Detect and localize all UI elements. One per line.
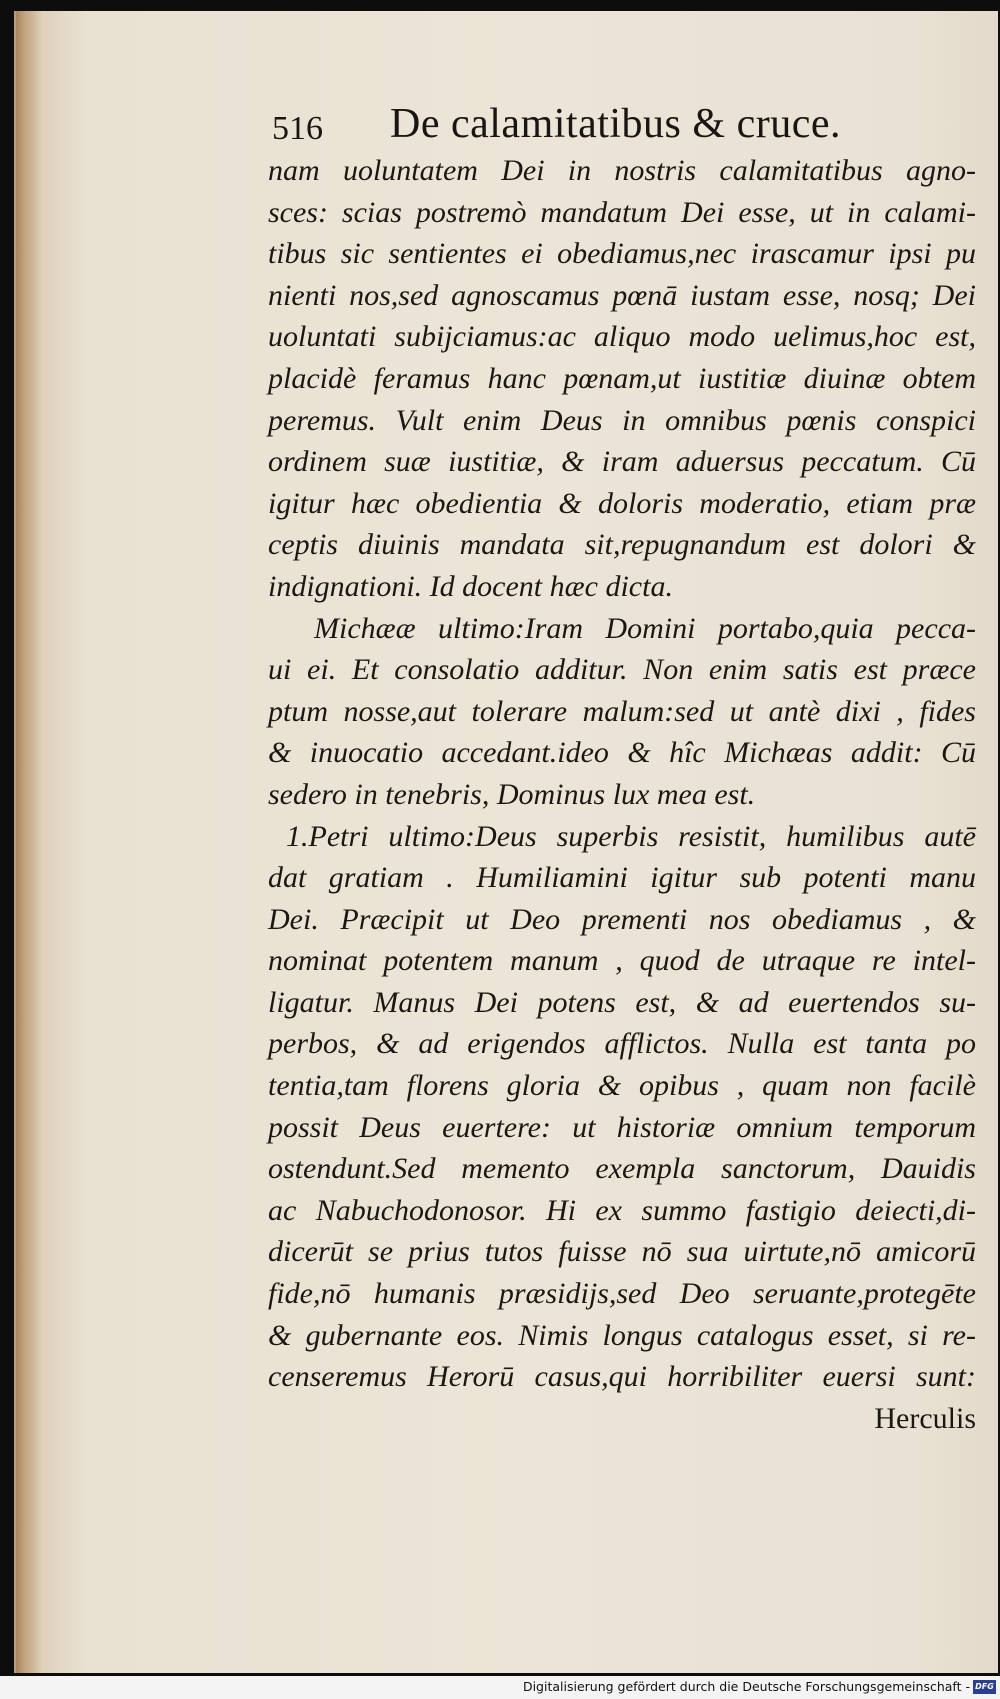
text-line: nam uoluntatem Dei in nostris calamitatibus agno-: [268, 154, 976, 187]
dfg-logo: DFG: [973, 1680, 996, 1694]
text-line: placidè feramus hanc pœnam,ut iustitiæ diuinæ obtem: [268, 361, 976, 395]
text-line: ac Nabuchodonosor. Hi ex summo fastigio deiecti,di-: [268, 1193, 976, 1227]
digitization-footer: [0, 1676, 1000, 1699]
text-line: nominat potentem manum , quod de utraque re intel-: [268, 944, 976, 978]
catchword: Herculis: [874, 1401, 976, 1435]
text-line: ceptis diuinis mandata sit,repugnandum est dolori &: [268, 528, 976, 562]
text-line: nienti nos,sed agnoscamus pœnā iustam esse, nosq; Dei: [268, 278, 976, 312]
text-line: ordinem suæ iustitiæ, & iram aduersus peccatum. Cū: [268, 445, 976, 479]
text-line: & gubernante eos. Nimis longus catalogus esset, si re-: [268, 1318, 976, 1352]
text-line: tentia,tam florens gloria & opibus , quam non facilè: [268, 1069, 976, 1103]
page-number: 516: [272, 110, 323, 147]
text-line: tibus sic sentientes ei obediamus,nec irascamur ipsi pu: [268, 237, 976, 271]
text-line: ui ei. Et consolatio additur. Non enim satis est præce: [268, 653, 976, 687]
text-line: censeremus Herorū casus,qui horribiliter euersi sunt:: [268, 1360, 976, 1394]
text-line: uoluntati subijciamus:ac aliquo modo uelimus,hoc est,: [268, 320, 976, 354]
text-line: ptum nosse,aut tolerare malum:sed ut antè dixi , fides: [268, 694, 976, 728]
text-line: Michææ ultimo:Iram Domini portabo,quia pecca-: [314, 611, 976, 645]
text-line: Dei. Præcipit ut Deo prementi nos obediamus , &: [268, 902, 976, 936]
text-line: perbos, & ad erigendos afflictos. Nulla est tanta po: [268, 1027, 976, 1061]
text-line: dicerūt se prius tutos fuisse nō sua uirtute,nō amicorū: [268, 1235, 976, 1269]
text-line: sedero in tenebris, Dominus lux mea est.: [268, 777, 756, 811]
text-line: peremus. Vult enim Deus in omnibus pœnis conspici: [268, 403, 976, 437]
text-line: 1.Petri ultimo:Deus superbis resistit, humilibus autē: [286, 819, 976, 853]
page-spine-shadow: [16, 11, 42, 1673]
text-line: fide,nō humanis præsidijs,sed Deo seruante,protegēte: [268, 1277, 976, 1311]
text-line: dat gratiam . Humiliamini igitur sub potenti manu: [268, 861, 976, 895]
text-line: indignationi. Id docent hæc dicta.: [268, 569, 673, 603]
text-line: & inuocatio accedant.ideo & hîc Michæas addit: Cū: [268, 736, 976, 770]
text-line: possit Deus euertere: ut historiæ omnium temporum: [268, 1110, 976, 1144]
running-title: De calamitatibus & cruce.: [390, 101, 841, 147]
text-line: sces: scias postremò mandatum Dei esse, ut in calami-: [268, 195, 976, 229]
funding-credit: Digitalisierung gefördert durch die Deutsche Forschungsgemeinschaft -: [522, 1679, 970, 1694]
body-text: [268, 150, 976, 1439]
text-line: ligatur. Manus Dei potens est, & ad euertendos su-: [268, 985, 976, 1019]
text-line: ostendunt.Sed memento exempla sanctorum, Dauidis: [268, 1152, 976, 1186]
text-line: igitur hæc obedientia & doloris moderatio, etiam præ: [268, 486, 976, 520]
